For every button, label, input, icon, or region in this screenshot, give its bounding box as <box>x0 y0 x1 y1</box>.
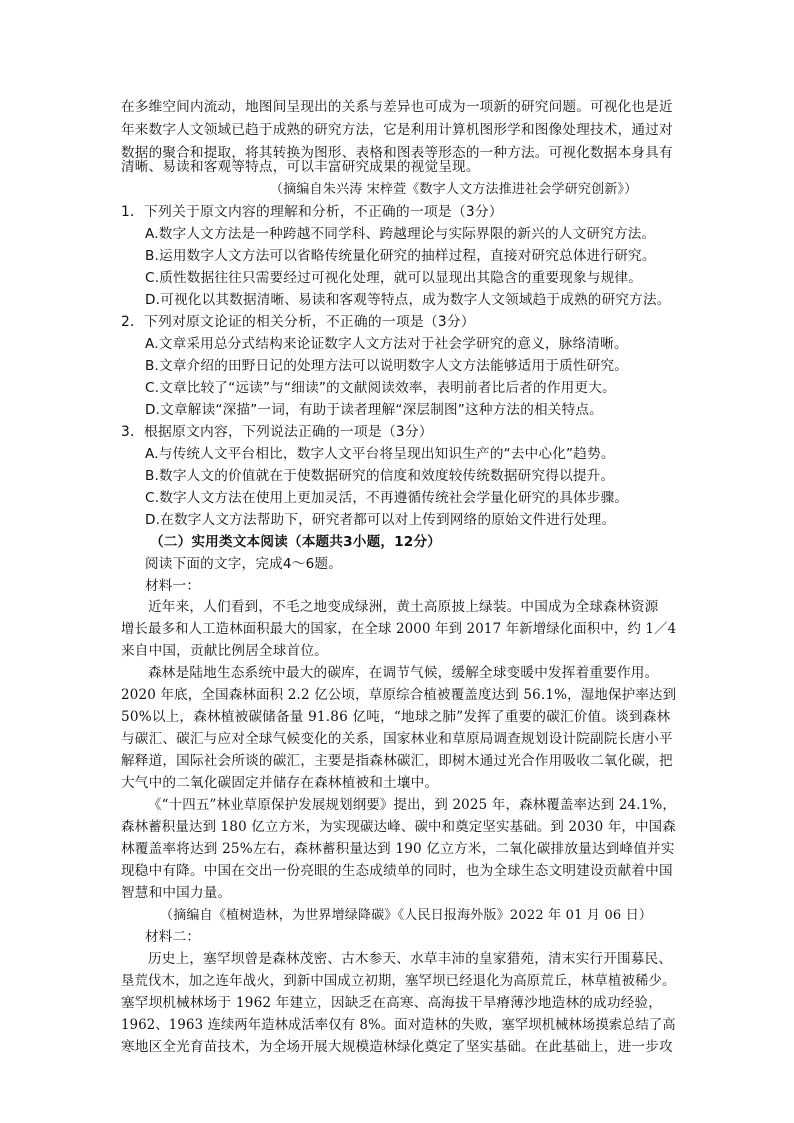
material-1-line: 来自中国，贡献比例居全球首位。 <box>121 643 328 659</box>
material-1-line: 林覆盖率将达到 25%左右，森林蓄积量达到 190 亿立方米，二氧化碳排放量达到峰值并实 <box>121 841 675 857</box>
passage1-source: （摘编自朱兴涛 宋梓萱《数字人文方法推进社会学研究创新》） <box>270 182 638 197</box>
question-3-stem: 3．根据原文内容，下列说法正确的一项是（3分） <box>121 424 433 440</box>
question-2-stem: 2．下列对原文论证的相关分析，不正确的一项是（3分） <box>121 314 475 330</box>
passage1-line: 在多维空间内流动，地图间呈现出的关系与差异也可成为一项新的研究问题。可视化也是近 <box>121 99 673 115</box>
question-3-option-b: B.数字人文的价值就在于使数据研究的信度和效度较传统数据研究得以提升。 <box>145 468 615 484</box>
material-2-line: 垦荒伐木，加之连年战火，到新中国成立初期，塞罕坝已经退化为高原荒丘，林草植被稀少。 <box>121 973 676 989</box>
material-2-line: 1962、1963 连续两年造林成活率仅有 8%。面对造林的失败，塞罕坝机械林场摸索总结了高 <box>121 1017 676 1033</box>
material-1-line: 大气中的二氧化碳固定并储存在森林植被和土壤中。 <box>121 775 439 791</box>
material-2-line: 寒地区全光育苗技术，为全场开展大规模造林绿化奠定了坚实基础。在此基础上，进一步攻 <box>121 1039 673 1055</box>
material-1-label: 材料一： <box>145 578 201 594</box>
material-1-line: 增长最多和人工造林面积最大的国家，在全球 2000 年到 2017 年新增绿化面积中，约 1／4 <box>121 621 677 637</box>
material-1-line: 50%以上，森林植被碳储备量 91.86 亿吨，“地球之肺”发挥了重要的碳汇价值。谈到森林 <box>121 709 671 725</box>
question-1-option-a: A.数字人文方法是一种跨越不同学科、跨越理论与实际界限的新兴的人文研究方法。 <box>145 226 656 242</box>
passage1-line: 年来数字人文领域已趋于成熟的研究方法，它是利用计算机图形学和图像处理技术，通过对 <box>121 122 673 138</box>
question-2-option-c: C.文章比较了“远读”与“细读”的文献阅读效率，表明前者比后者的作用更大。 <box>145 380 616 396</box>
question-1-option-d: D.可视化以其数据清晰、易读和客观等特点，成为数字人文领域趋于成熟的研究方法。 <box>145 292 671 308</box>
material-2-line: 塞罕坝机械林场于 1962 年建立，因缺乏在高寒、高海拔干旱瘠薄沙地造林的成功经验， <box>121 995 663 1011</box>
passage1-line: 数据的聚合和提取，将其转换为图形、表格和图表等形态的一种方法。可视化数据本身具有 <box>121 145 673 161</box>
material-2-line: 历史上，塞罕坝曾是森林茂密、古木参天、水草丰沛的皇家猎苑，清末实行开围募民、 <box>148 951 673 967</box>
material-1-source: （摘编自《植树造林，为世界增绿降碳》《人民日报海外版》2022 年 01 月 06 日） <box>160 908 653 923</box>
question-1-option-b: B.运用数字人文方法可以省略传统量化研究的抽样过程，直接对研究总体进行研究。 <box>145 248 656 264</box>
material-1-line: 2020 年底，全国森林面积 2.2 亿公顷，草原综合植被覆盖度达到 56.1%，湿地保护率达到 <box>121 687 677 703</box>
section-2-instruction: 阅读下面的文字，完成4～6题。 <box>145 556 343 572</box>
question-2-option-b: B.文章介绍的田野日记的处理方法可以说明数字人文方法能够适用于质性研究。 <box>145 358 629 374</box>
question-2-option-a: A.文章采用总分式结构来论证数字人文方法对于社会学研究的意义，脉络清晰。 <box>145 336 628 352</box>
material-1-line: 森林是陆地生态系统中最大的碳库，在调节气候，缓解全球变暖中发挥着重要作用。 <box>148 665 659 681</box>
material-1-line: 森林蓄积量达到 180 亿立方米，为实现碳达峰、碳中和奠定坚实基础。到 2030 年，中国森 <box>121 819 676 835</box>
material-1-line: 与碳汇、碳汇与应对全球气候变化的关系，国家林业和草原局调查规划设计院副院长唐小平 <box>121 731 673 747</box>
question-3-option-c: C.数字人文方法在使用上更加灵活，不再遵循传统社会学量化研究的具体步骤。 <box>145 490 629 506</box>
material-1-line: 智慧和中国力量。 <box>121 885 232 901</box>
material-2-label: 材料二： <box>145 929 201 945</box>
material-1-line: 《“十四五”林业草原保护发展规划纲要》提出，到 2025 年，森林覆盖率达到 24.1%， <box>148 797 677 813</box>
material-1-line: 近年来，人们看到，不毛之地变成绿洲，黄土高原披上绿装。中国成为全球森林资源 <box>148 599 659 615</box>
material-1-line: 现稳中有降。中国在交出一份亮眼的生态成绩单的同时，也为全球生态文明建设贡献着中国 <box>121 863 673 879</box>
material-1-line: 解释道，国际社会所谈的碳汇，主要是指森林碳汇，即树木通过光合作用吸收二氧化碳，把 <box>121 753 673 769</box>
question-3-option-d: D.在数字人文方法帮助下，研究者都可以对上传到网络的原始文件进行处理。 <box>145 512 616 528</box>
section-2-heading: （二）实用类文本阅读（本题共3小题，12分） <box>150 534 442 550</box>
question-3-option-a: A.与传统人文平台相比，数字人文平台将呈现出知识生产的“去中心化”趋势。 <box>145 446 615 462</box>
question-1-option-c: C.质性数据往往只需要经过可视化处理，就可以显现出其隐含的重要现象与规律。 <box>145 270 642 286</box>
question-1-stem: 1．下列关于原文内容的理解和分析，不正确的一项是（3分） <box>121 204 503 220</box>
question-2-option-d: D.文章解读“深描”一词，有助于读者理解“深层制图”这种方法的相关特点。 <box>145 402 603 418</box>
passage1-line: 清晰、易读和客观等特点，可以丰富研究成果的视觉呈现。 <box>121 159 480 175</box>
